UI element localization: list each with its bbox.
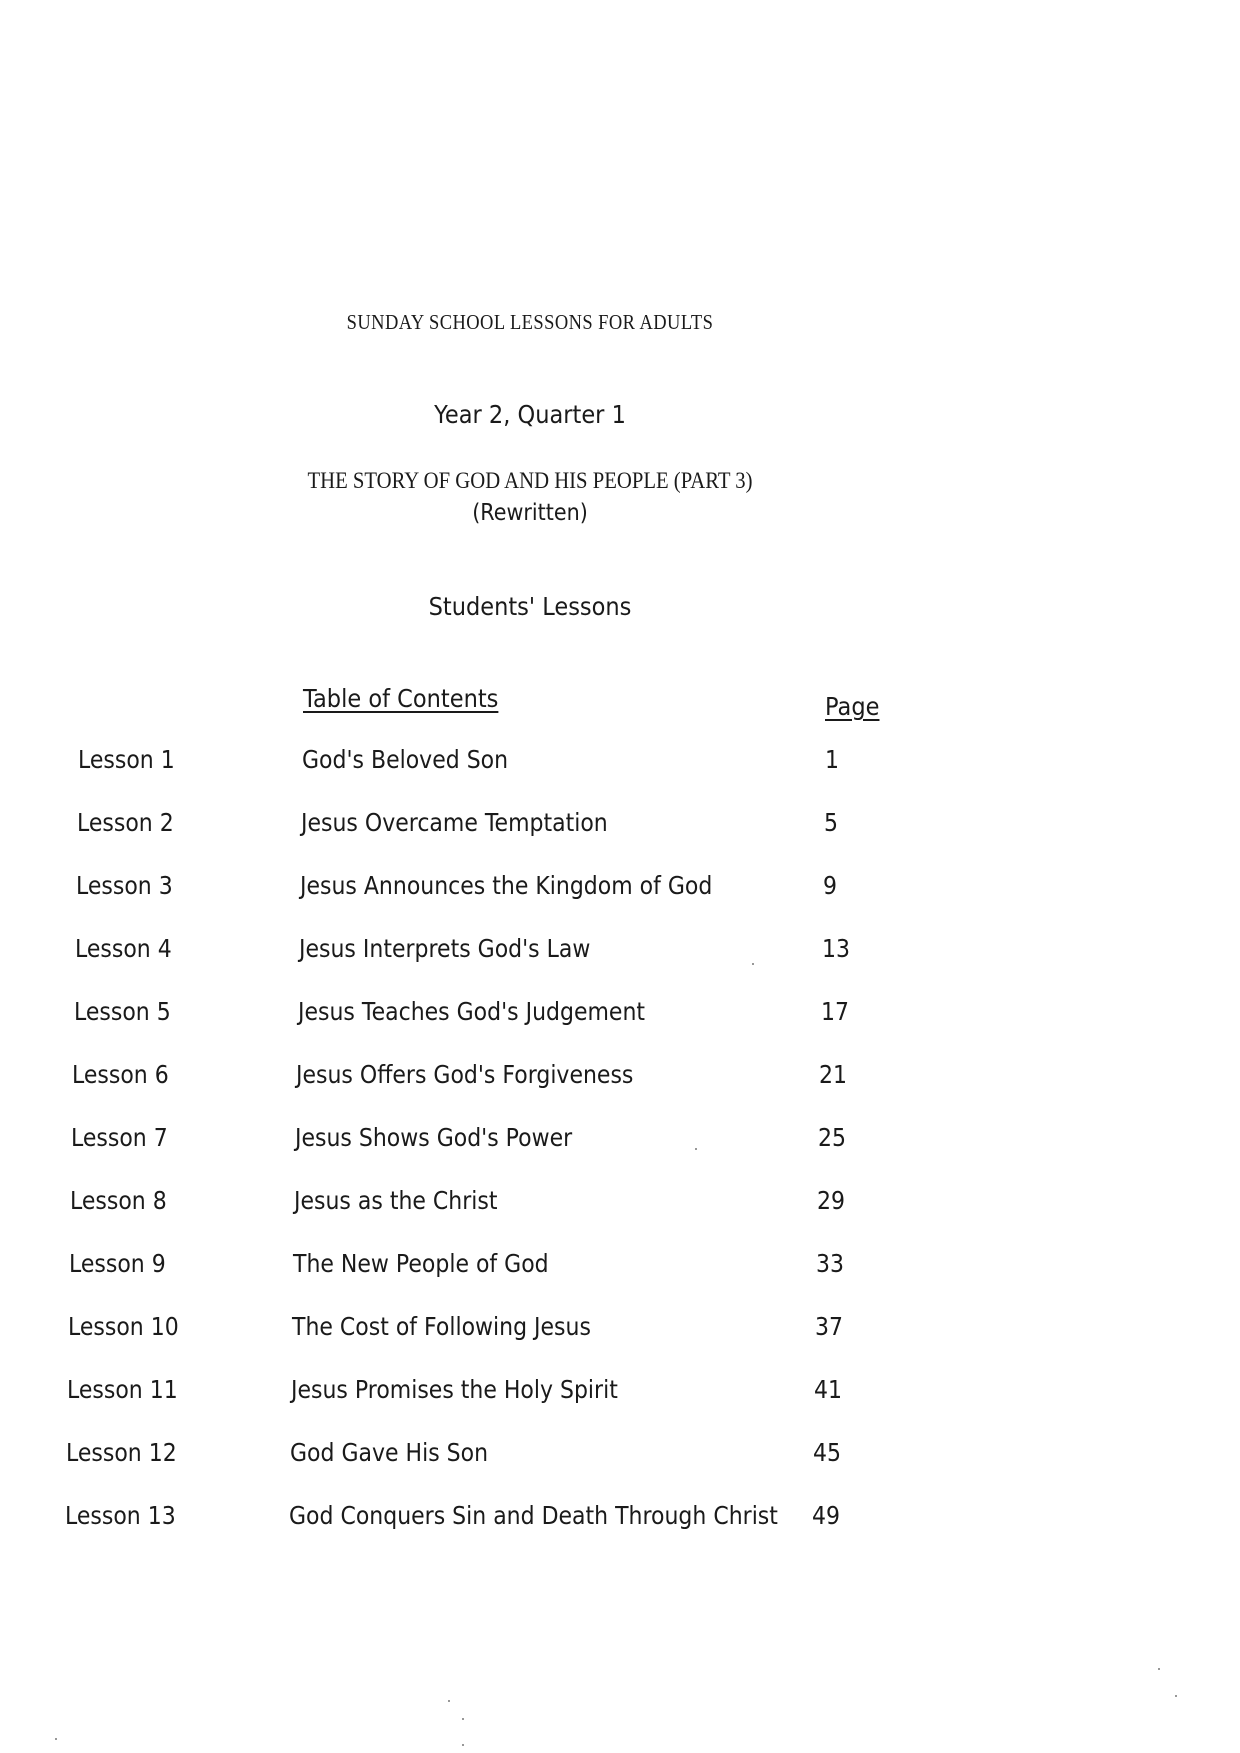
lesson-page-number: 21 — [819, 1060, 847, 1089]
scan-speck — [462, 1744, 464, 1746]
lesson-number: Lesson 4 — [75, 934, 172, 963]
lesson-number: Lesson 11 — [67, 1375, 178, 1404]
toc-row — [0, 934, 1100, 974]
lesson-number: Lesson 10 — [68, 1312, 179, 1341]
toc-row — [0, 1249, 1100, 1289]
lesson-title: Jesus Announces the Kingdom of God — [300, 871, 713, 900]
toc-row — [0, 1438, 1100, 1478]
lesson-title: God's Beloved Son — [302, 745, 509, 774]
scan-speck — [448, 1700, 450, 1702]
toc-row — [0, 1375, 1100, 1415]
audience-label: Students' Lessons — [428, 592, 632, 621]
toc-row — [0, 997, 1100, 1037]
lesson-number: Lesson 6 — [72, 1060, 169, 1089]
lesson-number: Lesson 8 — [70, 1186, 167, 1215]
lesson-title: Jesus Offers God's Forgiveness — [296, 1060, 634, 1089]
lesson-title: The New People of God — [293, 1249, 549, 1278]
toc-row — [0, 1060, 1100, 1100]
lesson-page-number: 17 — [821, 997, 849, 1026]
lesson-page-number: 41 — [814, 1375, 842, 1404]
lesson-title: Jesus Shows God's Power — [295, 1123, 573, 1152]
lesson-page-number: 1 — [825, 745, 839, 774]
series-note: (Rewritten) — [472, 500, 588, 526]
lesson-number: Lesson 1 — [78, 745, 175, 774]
lesson-title: The Cost of Following Jesus — [292, 1312, 591, 1341]
toc-row — [0, 871, 1100, 911]
lesson-number: Lesson 5 — [74, 997, 171, 1026]
lesson-title: Jesus Overcame Temptation — [301, 808, 608, 837]
lesson-page-number: 33 — [816, 1249, 844, 1278]
lesson-title: Jesus Interprets God's Law — [299, 934, 591, 963]
lesson-number: Lesson 3 — [76, 871, 173, 900]
lesson-number: Lesson 9 — [69, 1249, 166, 1278]
lesson-page-number: 9 — [823, 871, 837, 900]
lesson-title: Jesus Promises the Holy Spirit — [291, 1375, 618, 1404]
toc-heading: Table of Contents — [303, 684, 499, 713]
lesson-title: Jesus Teaches God's Judgement — [298, 997, 646, 1026]
document-subtitle: Year 2, Quarter 1 — [434, 400, 626, 429]
toc-row — [0, 1186, 1100, 1226]
document-title: SUNDAY SCHOOL LESSONS FOR ADULTS — [346, 310, 714, 334]
series-title: THE STORY OF GOD AND HIS PEOPLE (PART 3) — [307, 468, 753, 493]
scan-speck — [1175, 1695, 1177, 1697]
toc-row — [0, 808, 1100, 848]
lesson-number: Lesson 12 — [66, 1438, 177, 1467]
scan-speck — [1158, 1668, 1160, 1670]
lesson-page-number: 49 — [812, 1501, 840, 1530]
scan-speck — [462, 1718, 464, 1720]
lesson-title: God Conquers Sin and Death Through Christ — [289, 1501, 778, 1530]
lesson-number: Lesson 2 — [77, 808, 174, 837]
lesson-page-number: 37 — [815, 1312, 843, 1341]
toc-row — [0, 1123, 1100, 1163]
lesson-number: Lesson 13 — [65, 1501, 176, 1530]
lesson-page-number: 45 — [813, 1438, 841, 1467]
toc-row — [0, 1501, 1100, 1541]
lesson-page-number: 5 — [824, 808, 838, 837]
page-column-heading: Page — [825, 692, 880, 721]
lesson-number: Lesson 7 — [71, 1123, 168, 1152]
lesson-title: Jesus as the Christ — [294, 1186, 498, 1215]
toc-row — [0, 1312, 1100, 1352]
scan-speck — [752, 963, 754, 965]
lesson-page-number: 13 — [822, 934, 850, 963]
lesson-page-number: 29 — [817, 1186, 845, 1215]
scan-speck — [55, 1738, 57, 1740]
scan-speck — [695, 1148, 697, 1150]
toc-row — [0, 745, 1100, 785]
lesson-title: God Gave His Son — [290, 1438, 489, 1467]
lesson-page-number: 25 — [818, 1123, 846, 1152]
